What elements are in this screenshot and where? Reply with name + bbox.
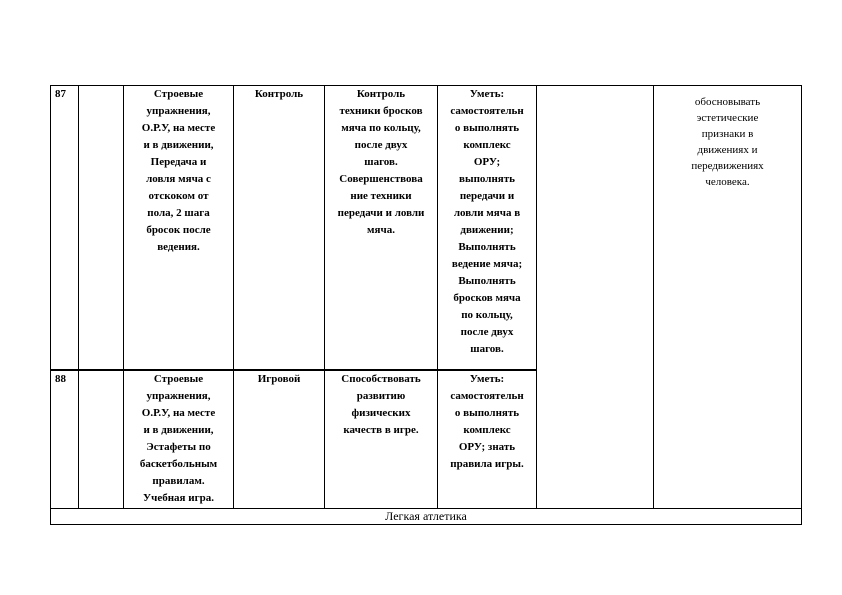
- date-cell: [79, 86, 124, 370]
- lesson-content-text: Строевые упражнения, О.Р.У, на месте и в движении, Эстафеты по баскетбольным правилам. Учебная игра.: [139, 372, 218, 504]
- section-title: Легкая атлетика: [51, 509, 802, 525]
- lesson-number: 87: [51, 86, 79, 370]
- date-cell: [79, 370, 124, 509]
- lesson-plan-table: [50, 85, 802, 525]
- lesson-tasks: [325, 370, 438, 509]
- lesson-tasks-text: Контроль техники бросков мяча по кольцу, после двух шагов. Совершенствова ние техники передачи и ловли мяча.: [337, 88, 425, 236]
- lesson-tasks: [325, 86, 438, 370]
- lesson-content: [124, 370, 234, 509]
- lesson-content: [124, 86, 234, 370]
- subject-skills: [438, 86, 537, 370]
- subject-skills: [438, 370, 537, 509]
- lesson-number: 88: [51, 370, 79, 509]
- lesson-content-text: Строевые упражнения, О.Р.У, на месте и в движении, Передача и ловля мяча с отскоком от пола, 2 шага бросок после ведения.: [141, 88, 216, 253]
- lesson-type: Игровой: [234, 370, 325, 509]
- lesson-type: Контроль: [234, 86, 325, 370]
- meta-results-cell: [537, 86, 654, 509]
- lesson-tasks-text: Способствовать развитию физических качеств в игре.: [341, 372, 421, 436]
- personal-results-cell: [654, 86, 802, 509]
- section-row: [51, 509, 802, 525]
- personal-results-text: обосновывать эстетические признаки в движениях и передвижениях человека.: [691, 96, 764, 188]
- table-row: [51, 86, 802, 370]
- subject-skills-text: Уметь: самостоятельн о выполнять комплекс ОРУ; знать правила игры.: [450, 372, 524, 470]
- subject-skills-text: Уметь: самостоятельн о выполнять комплекс ОРУ; выполнять передачи и ловли мяча в движении; Выполнять ведение мяча; Выполнять бросков мяча по кольцу, после двух шагов.: [450, 88, 524, 355]
